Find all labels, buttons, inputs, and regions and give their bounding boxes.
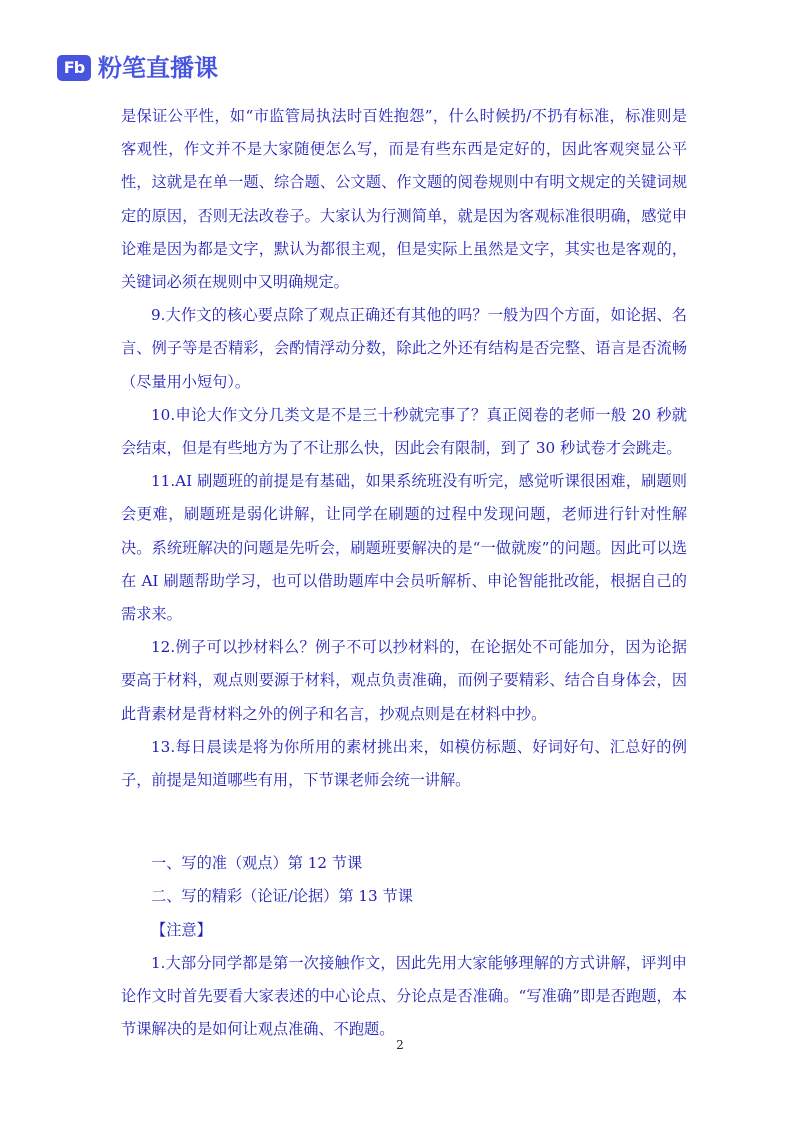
paragraph-item-13: 13.每日晨读是将为你所用的素材挑出来，如模仿标题、好词好句、汇总好的例子，前提是知道哪些有用，下节课老师会统一讲解。 (121, 737, 687, 790)
section-spacer (121, 797, 687, 847)
note-paragraph-1: 1.大部分同学都是第一次接触作文，因此先用大家能够理解的方式讲解，评判申论作文时首先要看大家表述的中心论点、分论点是否准确。“写准确”即是否跑题，本节课解决的是如何让观点准确、不跑题。 (121, 953, 687, 1039)
brand-logo (57, 54, 218, 82)
paragraph-continued: 是保证公平性，如“市监管局执法时百姓抱怨”，什么时候扔/不扔有标准，标准则是客观性，作文并不是大家随便怎么写，而是有些东西是定好的，因此客观突显公平性，这就是在单一题、综合题、公文题、作文题的阅卷规则中有明文规定的关键词规定的原因，否则无法改卷子。大家认为行测简单，就是因为客观标准很明确，感觉申论难是因为都是文字，默认为都很主观，但是实际上虽然是文字，其实也是客观的，关键词必须在规则中又明确规定。 (121, 107, 687, 292)
brand-name: 粉笔直播课 (98, 54, 218, 82)
note-heading: 【注意】 (151, 920, 212, 939)
paragraph-item-10: 10.申论大作文分几类文是不是三十秒就完事了？真正阅卷的老师一般 20 秒就会结束，但是有些地方为了不让那么快，因此会有限制，到了 30 秒试卷才会跳走。 (121, 405, 687, 458)
outline-item-2: 二、写的精彩（论证/论据）第 13 节课 (151, 887, 413, 906)
page-number: 2 (396, 1038, 404, 1052)
paragraph-item-9: 9.大作文的核心要点除了观点正确还有其他的吗？一般为四个方面，如论据、名言、例子等是否精彩，会酌情浮动分数，除此之外还有结构是否完整、语言是否流畅（尽量用小短句）。 (121, 306, 687, 391)
document-body (121, 100, 687, 1046)
outline-item-1: 一、写的准（观点）第 12 节课 (151, 854, 363, 873)
paragraph-item-11: 11.AI 刷题班的前提是有基础，如果系统班没有听完，感觉听课很困难，刷题则会更难，刷题班是弱化讲解，让同学在刷题的过程中发现问题，老师进行针对性解决。系统班解决的问题是先听会，刷题班要解决的是“一做就废”的问题。因此可以选在 AI 刷题帮助学习，也可以借助题库中会员听解析、申论智能批改能，根据自己的需求来。 (121, 472, 687, 624)
paragraph-item-12: 12.例子可以抄材料么？例子不可以抄材料的，在论据处不可能加分，因为论据要高于材料，观点则要源于材料，观点负责准确，而例子要精彩、结合自身体会，因此背素材是背材料之外的例子和名言，抄观点则是在材料中抄。 (121, 638, 687, 723)
brand-mark-icon: Fb (57, 55, 91, 81)
